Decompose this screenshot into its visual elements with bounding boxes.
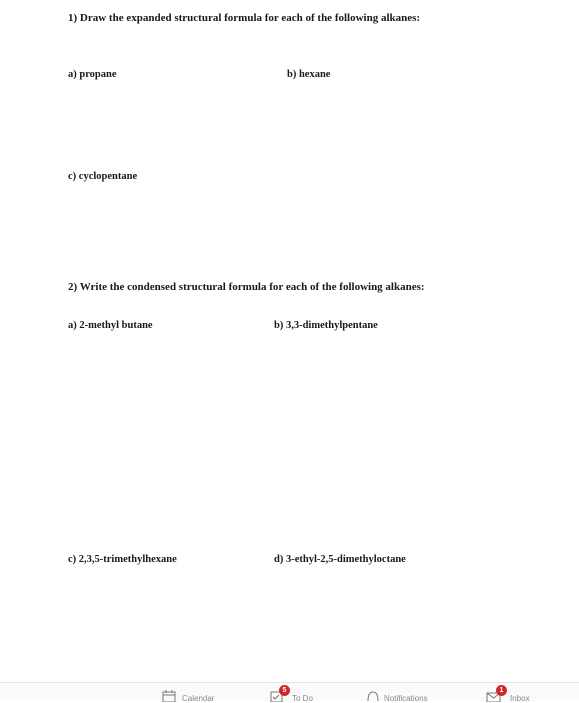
- question-1-item-b: b) hexane: [287, 69, 331, 80]
- question-1-item-a: a) propane: [68, 69, 117, 80]
- question-2-item-b: b) 3,3-dimethylpentane: [274, 320, 378, 331]
- calendar-icon: [162, 690, 176, 702]
- nav-inbox[interactable]: [486, 685, 546, 701]
- nav-notifications[interactable]: [366, 685, 446, 701]
- inbox-badge: 1: [496, 685, 507, 696]
- nav-calendar-label: Calendar: [182, 694, 215, 703]
- question-2-item-d: d) 3-ethyl-2,5-dimethyloctane: [274, 554, 406, 565]
- nav-inbox-label: Inbox: [510, 694, 530, 703]
- question-2-item-a: a) 2-methyl butane: [68, 320, 153, 331]
- question-2-item-c: c) 2,3,5-trimethylhexane: [68, 554, 177, 565]
- nav-notifications-label: Notifications: [384, 694, 428, 703]
- nav-todo-label: To Do: [292, 694, 313, 703]
- question-2-title: 2) Write the condensed structural formula for each of the following alkanes:: [68, 281, 425, 293]
- bottom-navigation-bar: [0, 682, 579, 701]
- todo-badge: 5: [279, 685, 290, 696]
- bell-icon: [366, 690, 380, 702]
- nav-todo[interactable]: [270, 685, 330, 701]
- question-1-title: 1) Draw the expanded structural formula for each of the following alkanes:: [68, 12, 421, 24]
- question-1-item-c: c) cyclopentane: [68, 171, 138, 182]
- nav-calendar[interactable]: [162, 685, 232, 701]
